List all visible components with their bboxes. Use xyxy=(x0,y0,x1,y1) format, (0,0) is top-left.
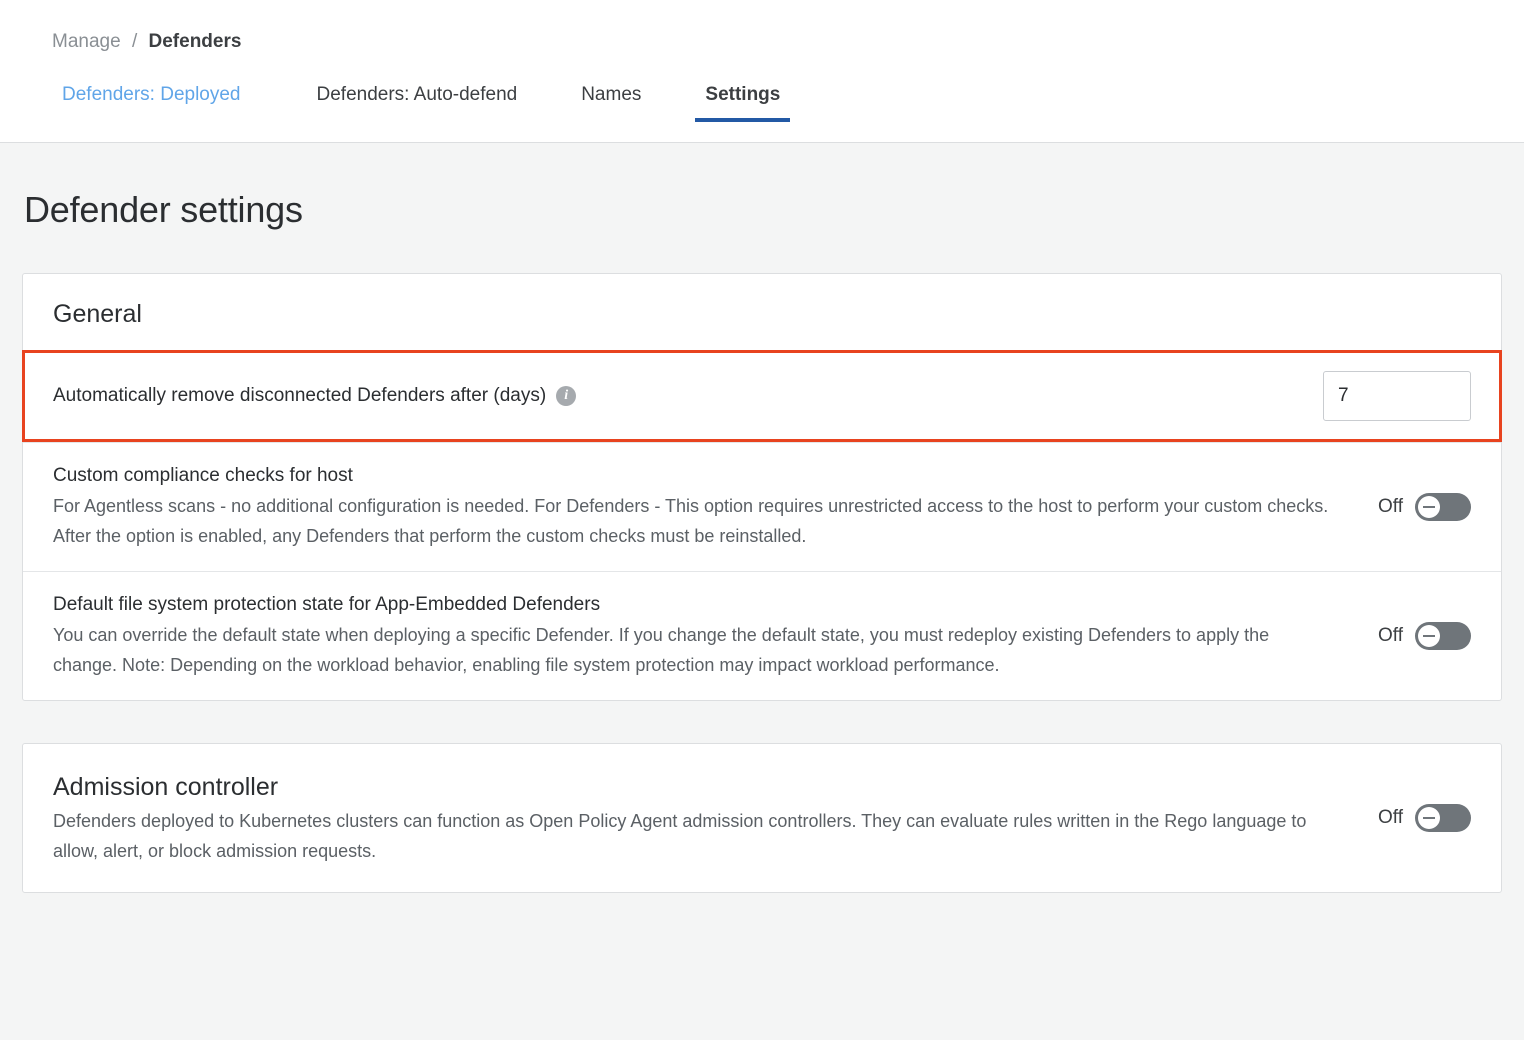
page-body xyxy=(0,189,1524,893)
custom-compliance-toggle-label: Off xyxy=(1378,496,1403,517)
custom-compliance-text xyxy=(53,463,1378,551)
custom-compliance-title: Custom compliance checks for host xyxy=(53,465,353,486)
admission-controller-description: Defenders deployed to Kubernetes clusters can function as Open Policy Agent admission controllers. They can evaluate rules written in the Rego language to allow, alert, or block admission requests. xyxy=(53,811,1307,861)
tab-defenders-auto-defend[interactable]: Defenders: Auto-defend xyxy=(316,84,518,105)
breadcrumb xyxy=(0,0,1524,56)
auto-remove-days-input[interactable] xyxy=(1323,371,1471,421)
breadcrumb-parent[interactable]: Manage xyxy=(52,31,121,52)
admission-controller-row xyxy=(23,744,1501,892)
page-title: Defender settings xyxy=(24,189,303,230)
toggle-knob-icon xyxy=(1418,625,1440,647)
fs-protection-description: You can override the default state when deploying a specific Defender. If you change the default state, you must redeploy existing Defenders to apply the change. Note: Depending on the workload behavior, enabling file system protection may impact workload performance. xyxy=(53,625,1270,675)
tab-defenders-deployed[interactable]: Defenders: Deployed xyxy=(62,84,241,105)
admission-controller-toggle-label: Off xyxy=(1378,807,1403,828)
custom-compliance-toggle-wrap xyxy=(1378,493,1471,521)
top-header xyxy=(0,0,1524,143)
admission-controller-title: Admission controller xyxy=(53,773,279,801)
breadcrumb-current: Defenders xyxy=(148,31,242,52)
auto-remove-label: Automatically remove disconnected Defenders after (days) xyxy=(53,385,547,406)
auto-remove-text xyxy=(53,382,1323,410)
fs-protection-title: Default file system protection state for App-Embedded Defenders xyxy=(53,594,601,615)
auto-remove-label-wrap xyxy=(53,382,1283,410)
toggle-knob-icon xyxy=(1418,496,1440,518)
custom-compliance-row xyxy=(23,442,1501,571)
fs-protection-toggle-label: Off xyxy=(1378,625,1403,646)
general-settings-card xyxy=(22,273,1502,701)
admission-controller-toggle-wrap xyxy=(1378,804,1471,832)
fs-protection-toggle[interactable] xyxy=(1415,622,1471,650)
custom-compliance-description: For Agentless scans - no additional configuration is needed. For Defenders - This option requires unrestricted access to the host to perform your custom checks. After the option is enabled, any Defenders that perform the custom checks must be reinstalled. xyxy=(53,496,1329,546)
fs-protection-row xyxy=(23,571,1501,700)
fs-protection-text xyxy=(53,592,1378,680)
fs-protection-toggle-wrap xyxy=(1378,622,1471,650)
admission-controller-card xyxy=(22,743,1502,893)
tab-settings[interactable]: Settings xyxy=(695,84,790,122)
tab-bar xyxy=(0,76,1524,122)
toggle-knob-icon xyxy=(1418,807,1440,829)
custom-compliance-toggle[interactable] xyxy=(1415,493,1471,521)
auto-remove-row xyxy=(22,350,1502,442)
general-section-heading: General xyxy=(53,300,142,328)
info-icon[interactable]: i xyxy=(556,386,576,406)
tab-names[interactable]: Names xyxy=(581,84,642,105)
admission-controller-toggle[interactable] xyxy=(1415,804,1471,832)
admission-controller-text xyxy=(53,770,1378,866)
breadcrumb-separator: / xyxy=(131,31,138,52)
